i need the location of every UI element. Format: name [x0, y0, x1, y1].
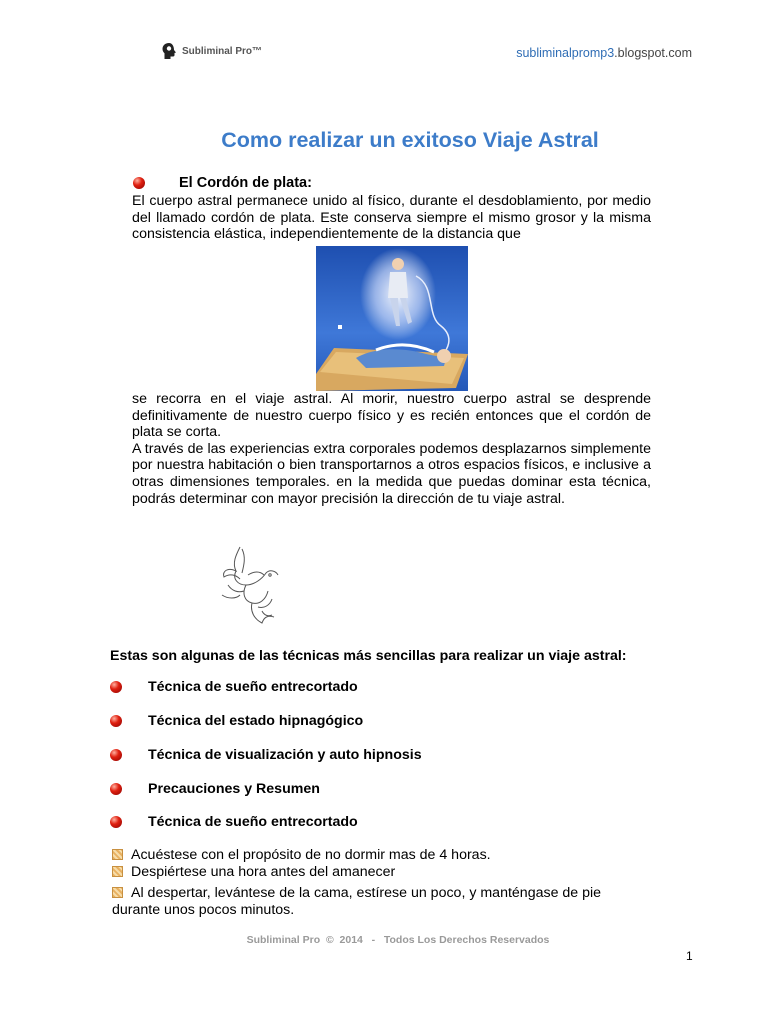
section-heading	[133, 175, 312, 191]
list-item	[110, 814, 358, 830]
technique-label: Técnica de sueño entrecortado	[148, 679, 358, 695]
paragraph-continued	[132, 391, 651, 507]
blog-link[interactable]	[516, 46, 692, 60]
blog-link-domain: .blogspot.com	[614, 46, 692, 60]
brand-logo	[162, 43, 262, 59]
technique-label: Técnica del estado hipnagógico	[148, 713, 364, 729]
dove-icon	[218, 545, 282, 627]
technique-label: Técnica de sueño entrecortado	[148, 814, 358, 830]
step-text: Acuéstese con el propósito de no dormir mas de 4 horas.	[131, 847, 491, 863]
techniques-intro: Estas son algunas de las técnicas más sencillas para realizar un viaje astral:	[110, 648, 627, 664]
list-item	[112, 864, 652, 881]
list-item	[110, 679, 358, 695]
list-item	[112, 885, 652, 918]
blog-link-highlight: subliminalpromp3	[516, 46, 615, 60]
paragraph-intro	[132, 193, 651, 243]
paragraph-1: El cuerpo astral permanece unido al físico, durante el desdoblamiento, por medio del llamado cordón de plata. Este conserva siempre el mismo grosor y la misma consistencia elástica, independientemente de la distancia que	[132, 193, 651, 243]
page-title: Como realizar un exitoso Viaje Astral	[221, 128, 599, 152]
red-ball-bullet-icon	[110, 715, 122, 727]
red-ball-bullet-icon	[110, 749, 122, 761]
list-item	[112, 847, 652, 864]
technique-label: Precauciones y Resumen	[148, 781, 320, 797]
square-bullet-icon	[112, 866, 123, 877]
square-bullet-icon	[112, 887, 123, 898]
footer-copyright: Subliminal Pro © 2014 - Todos Los Derechos Reservados	[246, 934, 550, 946]
red-ball-bullet-icon	[110, 783, 122, 795]
astral-projection-illustration	[316, 246, 468, 391]
page-number: 1	[686, 949, 693, 963]
technique-label: Técnica de visualización y auto hipnosis	[148, 747, 422, 763]
list-item	[110, 713, 363, 729]
red-ball-bullet-icon	[110, 681, 122, 693]
paragraph-2: se recorra en el viaje astral. Al morir, nuestro cuerpo astral se desprende definitivamente de nuestro cuerpo físico y es recién entonces que el cordón de plata se corta.	[132, 391, 651, 441]
list-item	[110, 781, 320, 797]
brand-name: Subliminal Pro™	[182, 45, 263, 57]
step-text: Al despertar, levántese de la cama, estírese un poco, y manténgase de pie durante unos pocos minutos.	[112, 885, 602, 918]
step-text: Despiértese una hora antes del amanecer	[131, 864, 396, 880]
square-bullet-icon	[112, 849, 123, 860]
list-item	[110, 747, 422, 763]
brain-head-icon	[162, 43, 176, 59]
paragraph-3: A través de las experiencias extra corporales podemos desplazarnos simplemente por nuestra habitación o bien transportarnos a otros espacios físicos, e inclusive a otras dimensiones temporales. en la medida que puedas dominar esta técnica, podrás determinar con mayor precisión la dirección de tu viaje astral.	[132, 440, 651, 507]
section-heading-text: El Cordón de plata:	[179, 175, 312, 191]
red-ball-bullet-icon	[110, 816, 122, 828]
red-ball-bullet-icon	[133, 177, 145, 189]
